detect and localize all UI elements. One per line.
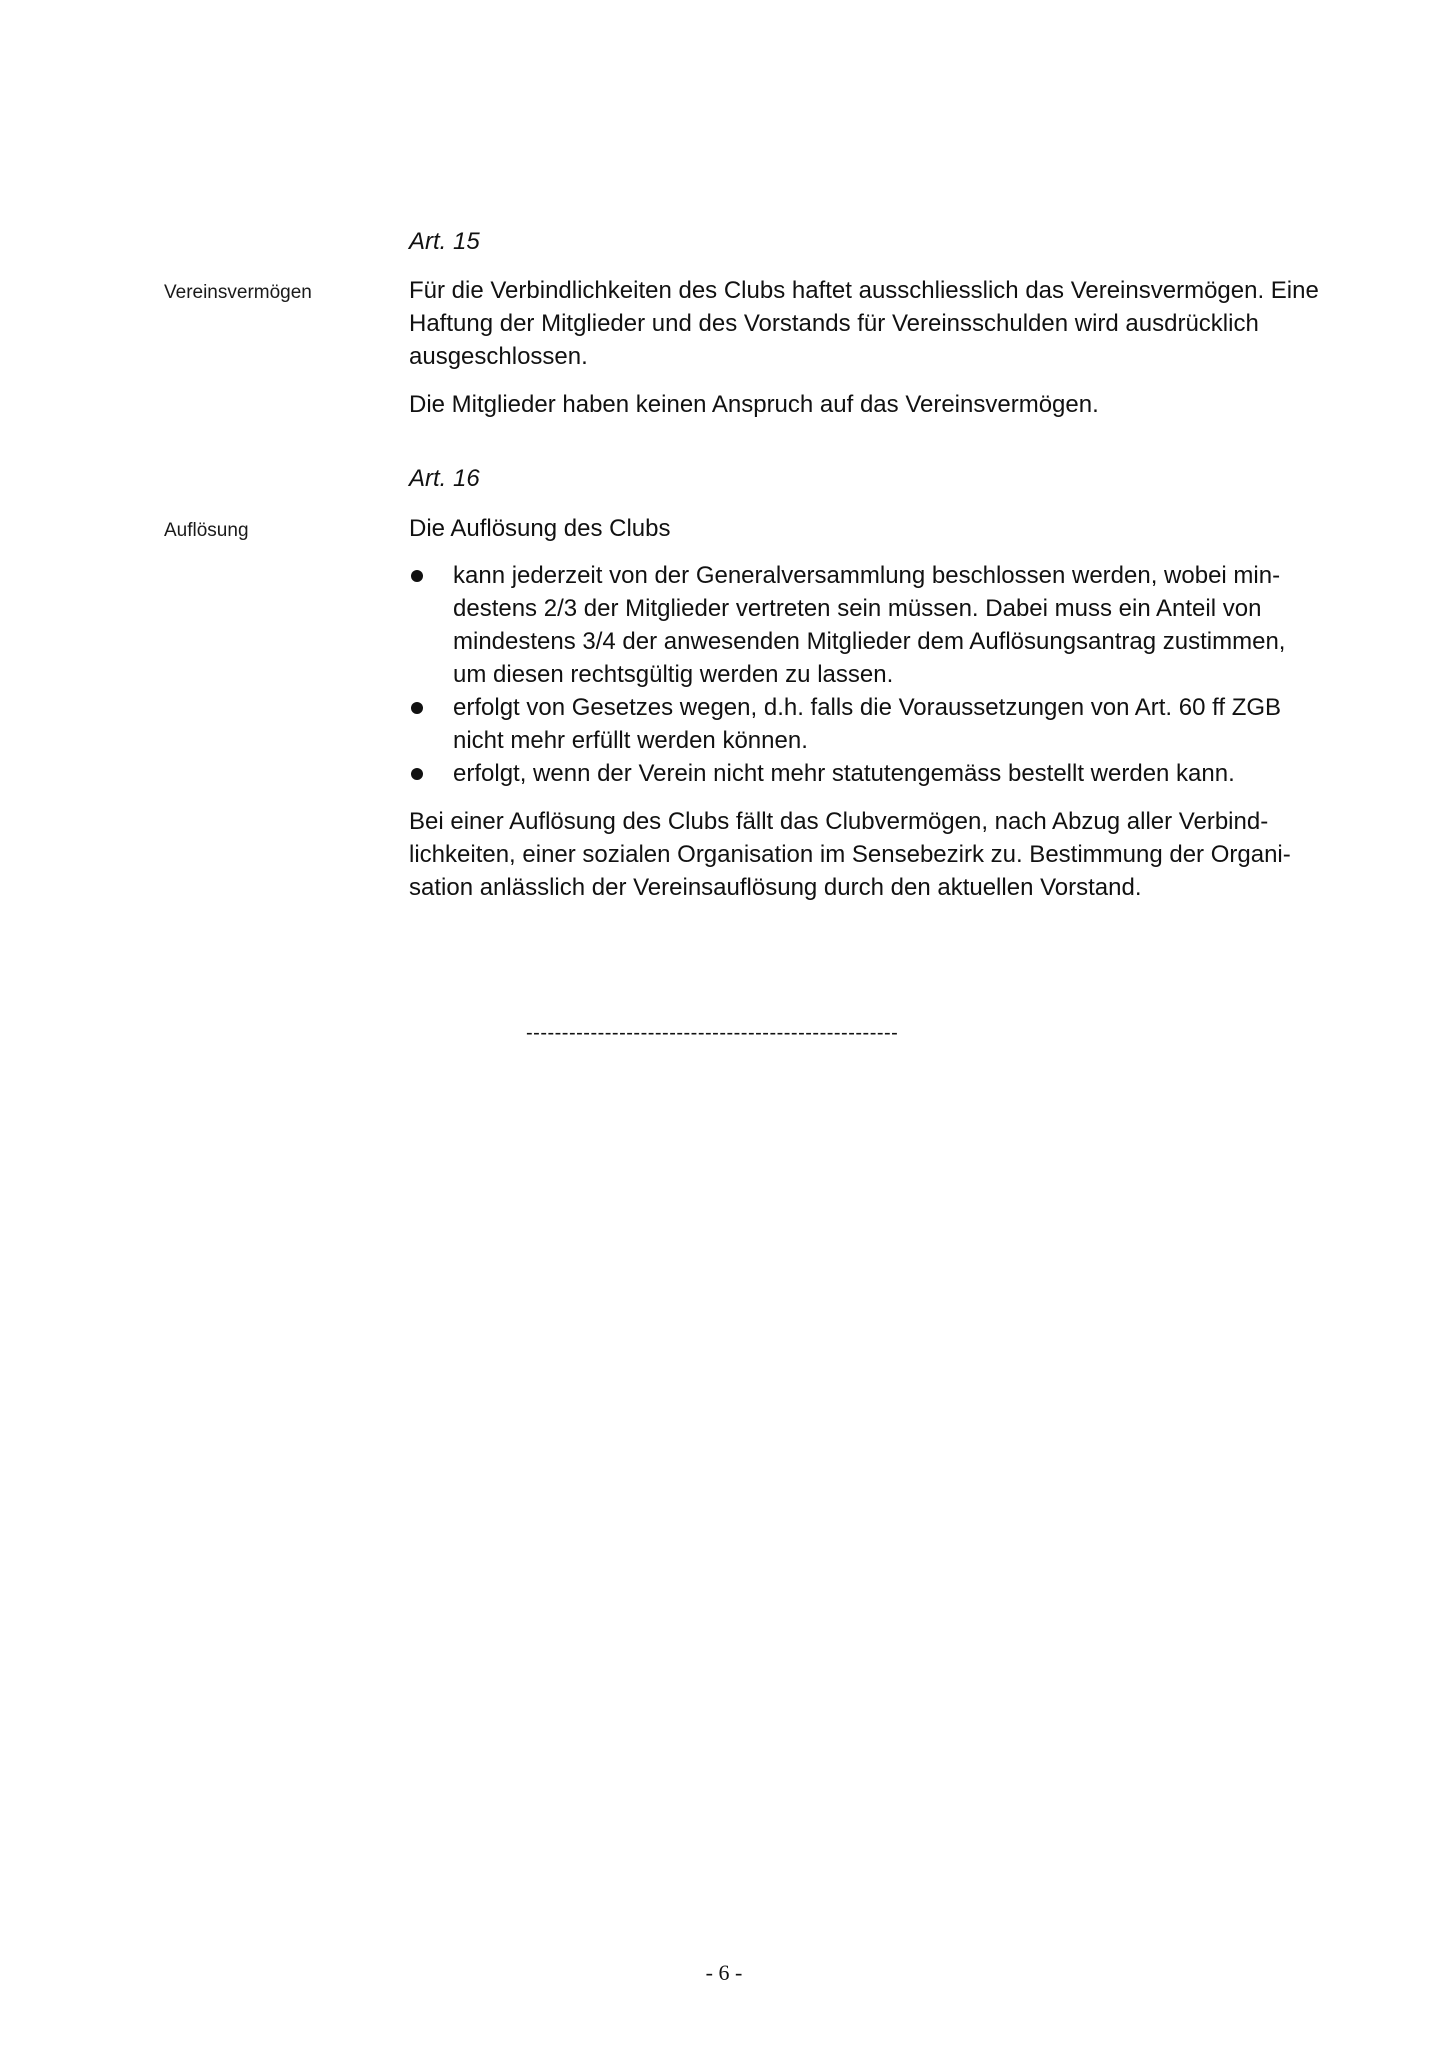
bullet-icon xyxy=(411,768,423,780)
article-15-paragraph-2: Die Mitglieder haben keinen Anspruch auf das Vereinsvermögen. xyxy=(409,391,1099,418)
article-15-paragraph-1: Für die Verbindlichkeiten des Clubs haftet ausschliesslich das Vereinsvermögen. Eine Haftung der Mitglieder und des Vorstands für Vereinsschulden wird ausdrücklich ausgeschlossen. xyxy=(409,277,1319,370)
list-item-text: erfolgt, wenn der Verein nicht mehr statutengemäss bestellt werden kann. xyxy=(453,760,1235,787)
article-15-body xyxy=(409,274,1324,421)
list-item-text: erfolgt von Gesetzes wegen, d.h. falls die Voraussetzungen von Art. 60 ff ZGB nicht mehr erfüllt werden können. xyxy=(453,694,1282,754)
list-item xyxy=(409,757,1324,790)
list-item xyxy=(409,691,1324,757)
page-number: - 6 - xyxy=(705,1960,743,1985)
list-item-text: kann jederzeit von der Generalversammlung beschlossen werden, wobei mindestens 2/3 der Mitglieder vertreten sein müssen. Dabei muss ein Anteil von mindestens 3/4 der anwesenden Mitglieder dem Auflösungsantrag zustimmen, um diesen rechtsgültig werden zu lassen. xyxy=(453,562,1286,688)
article-16-intro: Die Auflösung des Clubs xyxy=(409,515,671,542)
dissolution-conditions-list xyxy=(409,559,1324,790)
bullet-icon xyxy=(411,702,423,714)
article-16-heading: Art. 16 xyxy=(409,465,480,492)
article-16-closing: Bei einer Auflösung des Clubs fällt das Clubvermögen, nach Abzug aller Verbindlichkeiten, einer sozialen Organisation im Sensebezirk zu. Bestimmung der Organisation anlässlich der Vereinsauflösung durch den aktuellen Vorstand. xyxy=(409,808,1291,901)
list-item xyxy=(409,559,1324,691)
end-divider: ---------------------------------------------------- xyxy=(526,1022,899,1044)
side-label-vereinsvermoegen: Vereinsvermögen xyxy=(164,282,312,303)
article-16-body xyxy=(409,512,1324,904)
bullet-icon xyxy=(411,570,423,582)
side-label-aufloesung: Auflösung xyxy=(164,520,249,541)
article-15-heading: Art. 15 xyxy=(409,228,480,255)
